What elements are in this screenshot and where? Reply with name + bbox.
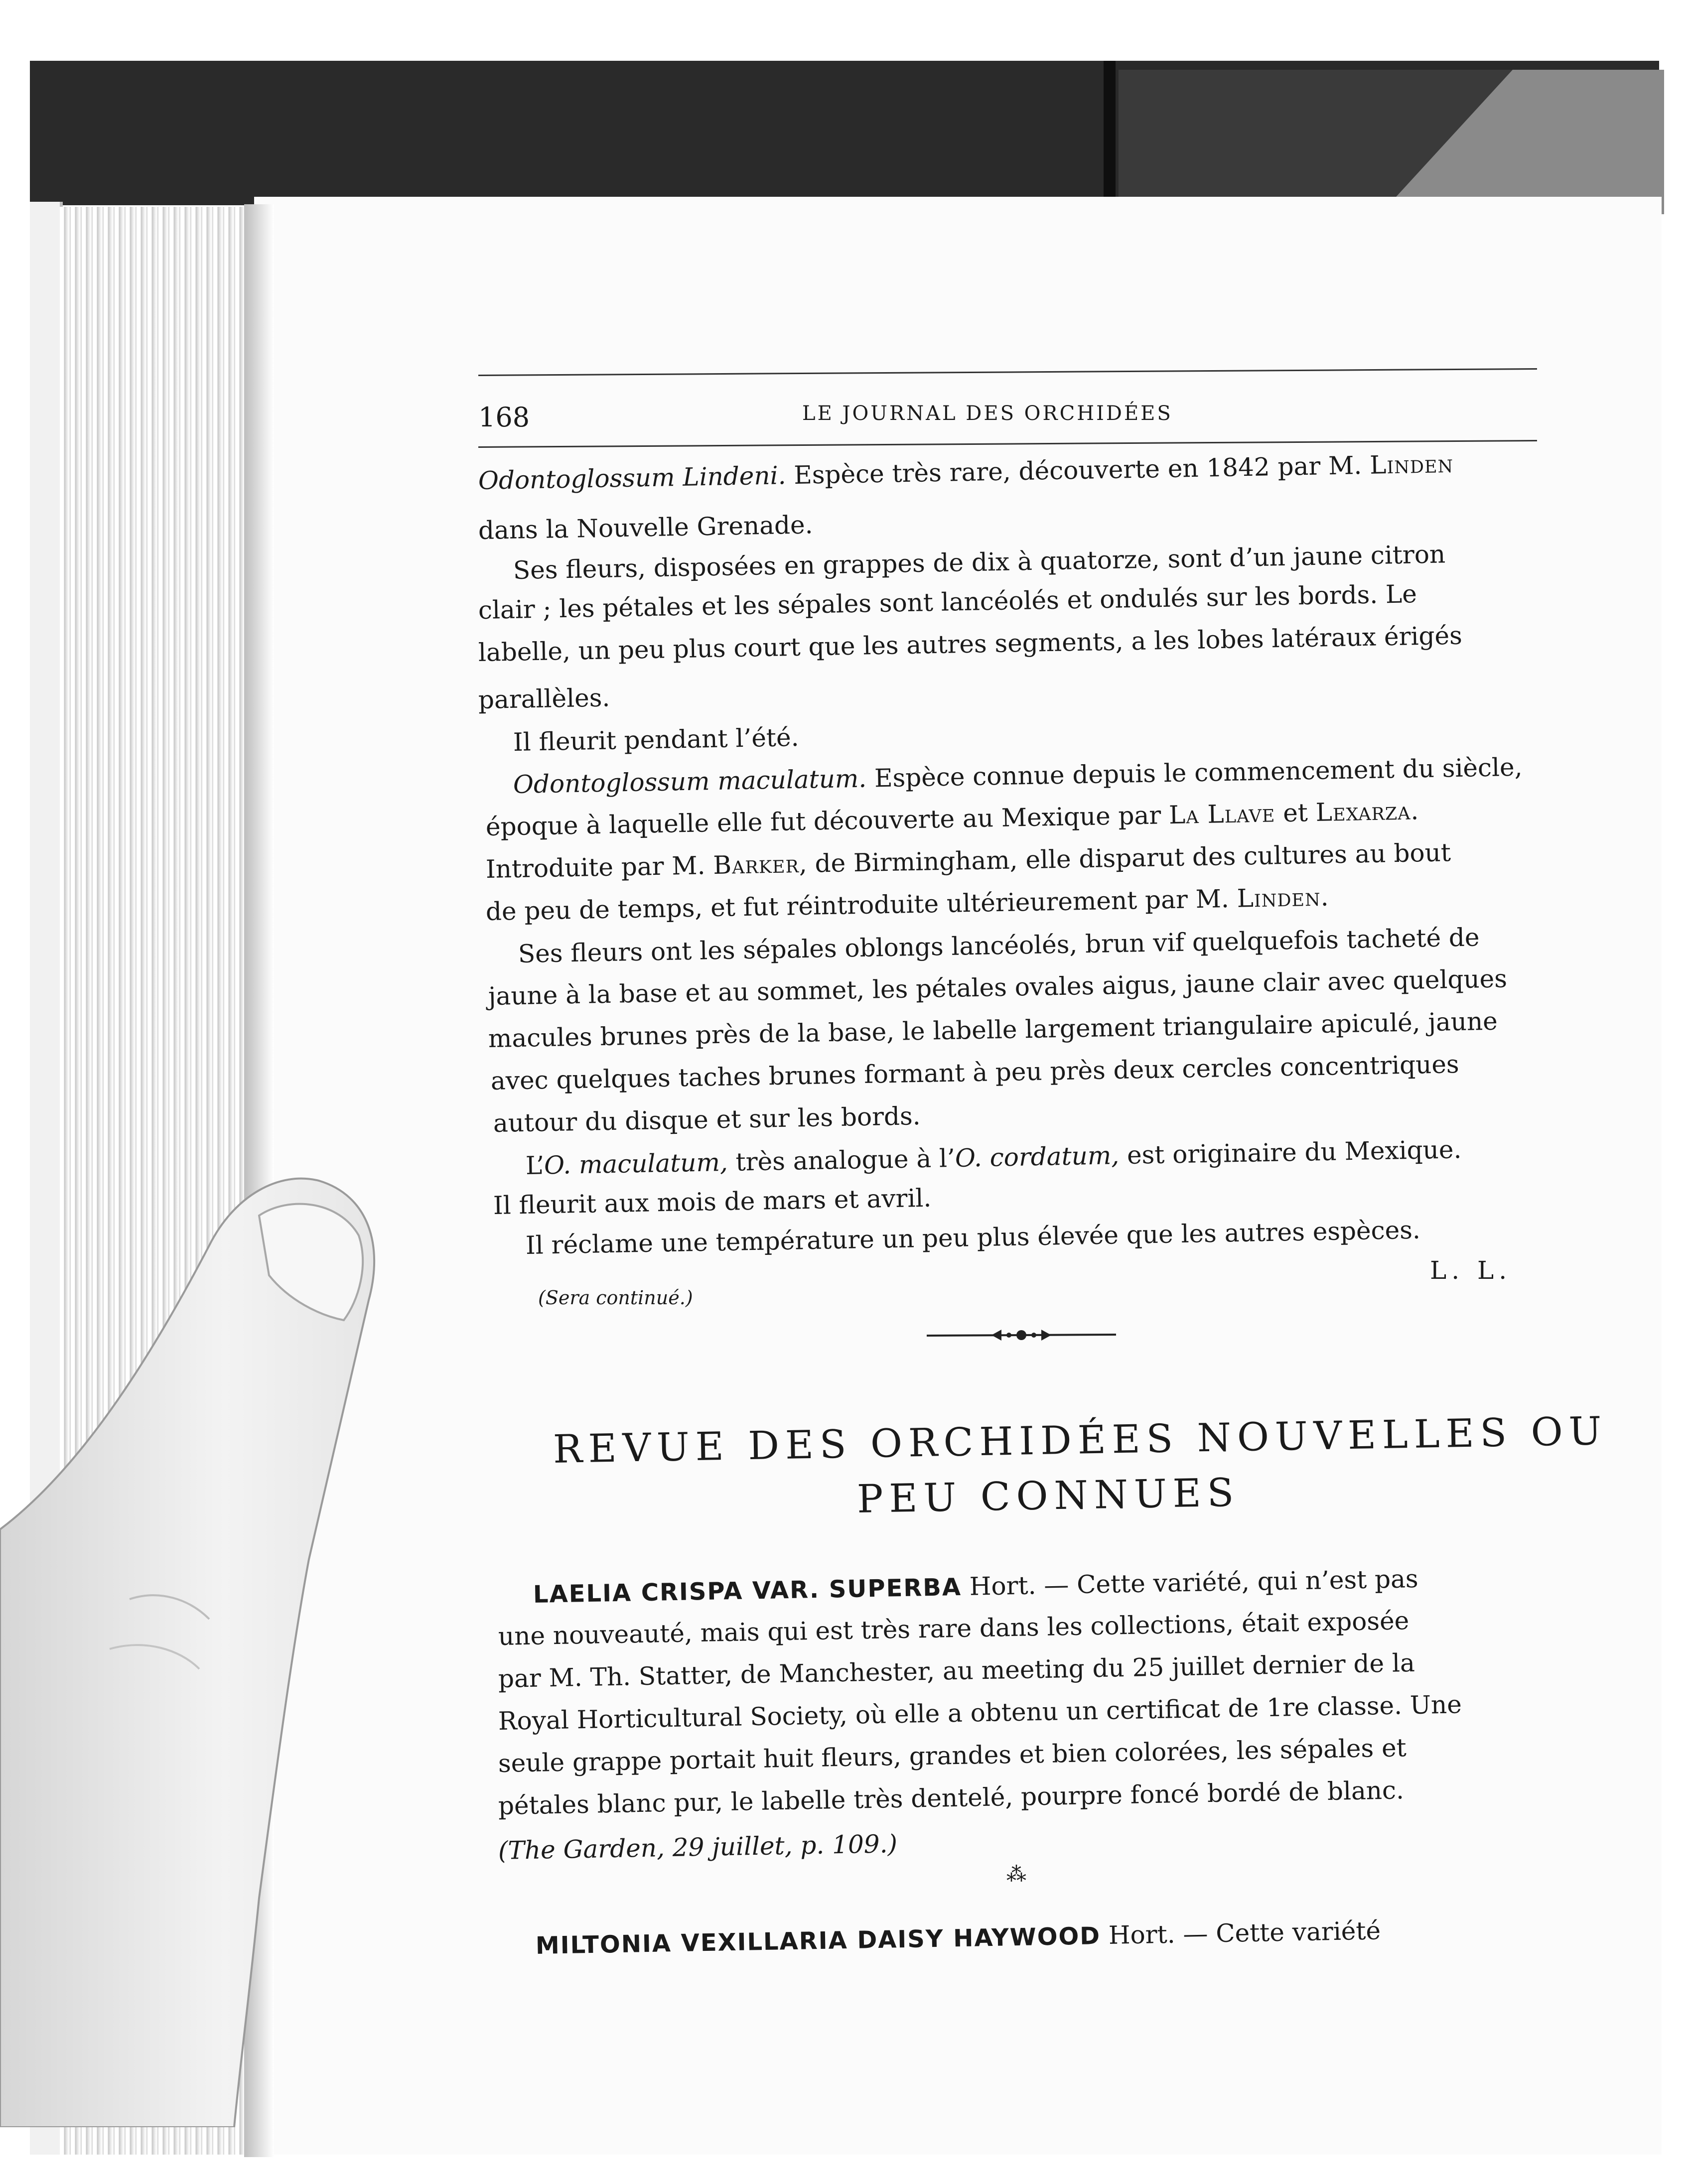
body-line: pétales blanc pur, le labelle très dentelé, pourpre foncé bordé de blanc. (498, 1775, 1405, 1820)
section-headline-line-2: PEU CONNUES (856, 1470, 1240, 1522)
body-line: Ses fleurs ont les sépales oblongs lancéolés, brun vif quelquefois tacheté de (518, 923, 1480, 968)
body-line: L’O. maculatum, très analogue à l’O. cordatum, est originaire du Mexique. (525, 1135, 1462, 1180)
continued-note: (Sera continué.) (538, 1287, 693, 1309)
running-title: LE JOURNAL DES ORCHIDÉES (802, 402, 1173, 425)
citation-line: (The Garden, 29 juillet, p. 109.) (498, 1829, 898, 1865)
body-line: époque à laquelle elle fut découverte au Mexique par La Llave et Lexarza. (485, 796, 1419, 841)
entry-title-miltonia: MILTONIA VEXILLARIA DAISY HAYWOOD (535, 1922, 1101, 1960)
taxon-name: Odontoglossum maculatum. (513, 764, 867, 799)
body-line: parallèles. (478, 683, 610, 714)
body-line: Odontoglossum maculatum. Espèce connue depuis le commencement du siècle, (513, 752, 1523, 799)
person-name: Linden (1369, 449, 1454, 480)
entry-miltonia-first-line: MILTONIA VEXILLARIA DAISY HAYWOOD Hort. — Cette variété (535, 1916, 1381, 1960)
body-line: par M. Th. Statter, de Manchester, au meeting du 25 juillet dernier de la (498, 1648, 1415, 1693)
body-line: clair ; les pétales et les sépales sont lancéolés et ondulés sur les bords. Le (478, 579, 1417, 625)
taxon-name: Odontoglossum Lindeni. (478, 461, 786, 495)
body-line: Il fleurit aux mois de mars et avril. (493, 1183, 932, 1220)
entry-title-laelia: LAELIA CRISPA VAR. SUPERBA (533, 1573, 962, 1609)
asterism-separator: ⁂ (1006, 1863, 1026, 1886)
entry-laelia-first-line: LAELIA CRISPA VAR. SUPERBA Hort. — Cette variété, qui n’est pas (533, 1564, 1419, 1609)
body-line: une nouveauté, mais qui est très rare dans les collections, était exposée (498, 1606, 1409, 1651)
page-number: 168 (478, 402, 530, 433)
body-line: Il réclame une température un peu plus élevée que les autres espèces. (525, 1215, 1421, 1260)
body-line: avec quelques taches brunes formant à peu près deux cercles concentriques (490, 1050, 1460, 1095)
body-line: jaune à la base et au sommet, les pétales ovales aigus, jaune clair avec quelques (488, 964, 1508, 1011)
hand-thumb-image (0, 1151, 389, 2127)
body-line: Ses fleurs, disposées en grappes de dix à quatorze, sont d’un jaune citron (513, 540, 1446, 585)
book-page (254, 197, 1662, 2155)
body-line: macules brunes près de la base, le labelle largement triangulaire apiculé, jaune (488, 1006, 1498, 1053)
body-line: labelle, un peu plus court que les autres segments, a les lobes latéraux érigés (478, 621, 1463, 667)
body-line: Il fleurit pendant l’été. (513, 722, 799, 757)
body-line: Royal Horticultural Society, où elle a obtenu un certificat de 1re classe. Une (498, 1690, 1462, 1736)
body-line: Odontoglossum Lindeni. Espèce très rare, découverte en 1842 par M. Linden (478, 449, 1454, 495)
body-line: autour du disque et sur les bords. (493, 1101, 921, 1138)
body-line: de peu de temps, et fut réintroduite ultérieurement par M. Linden. (485, 882, 1329, 926)
body-line: dans la Nouvelle Grenade. (478, 510, 813, 545)
section-ornament-icon (927, 1323, 1116, 1348)
section-headline-line-1: REVUE DES ORCHIDÉES NOUVELLES OU (553, 1409, 1608, 1472)
background-divider (1104, 61, 1116, 205)
signature: L. L. (1430, 1256, 1512, 1285)
body-line: seule grappe portait huit fleurs, grandes et bien colorées, les sépales et (498, 1733, 1407, 1778)
body-line: Introduite par M. Barker, de Birmingham, elle disparut des cultures au bout (485, 838, 1451, 884)
